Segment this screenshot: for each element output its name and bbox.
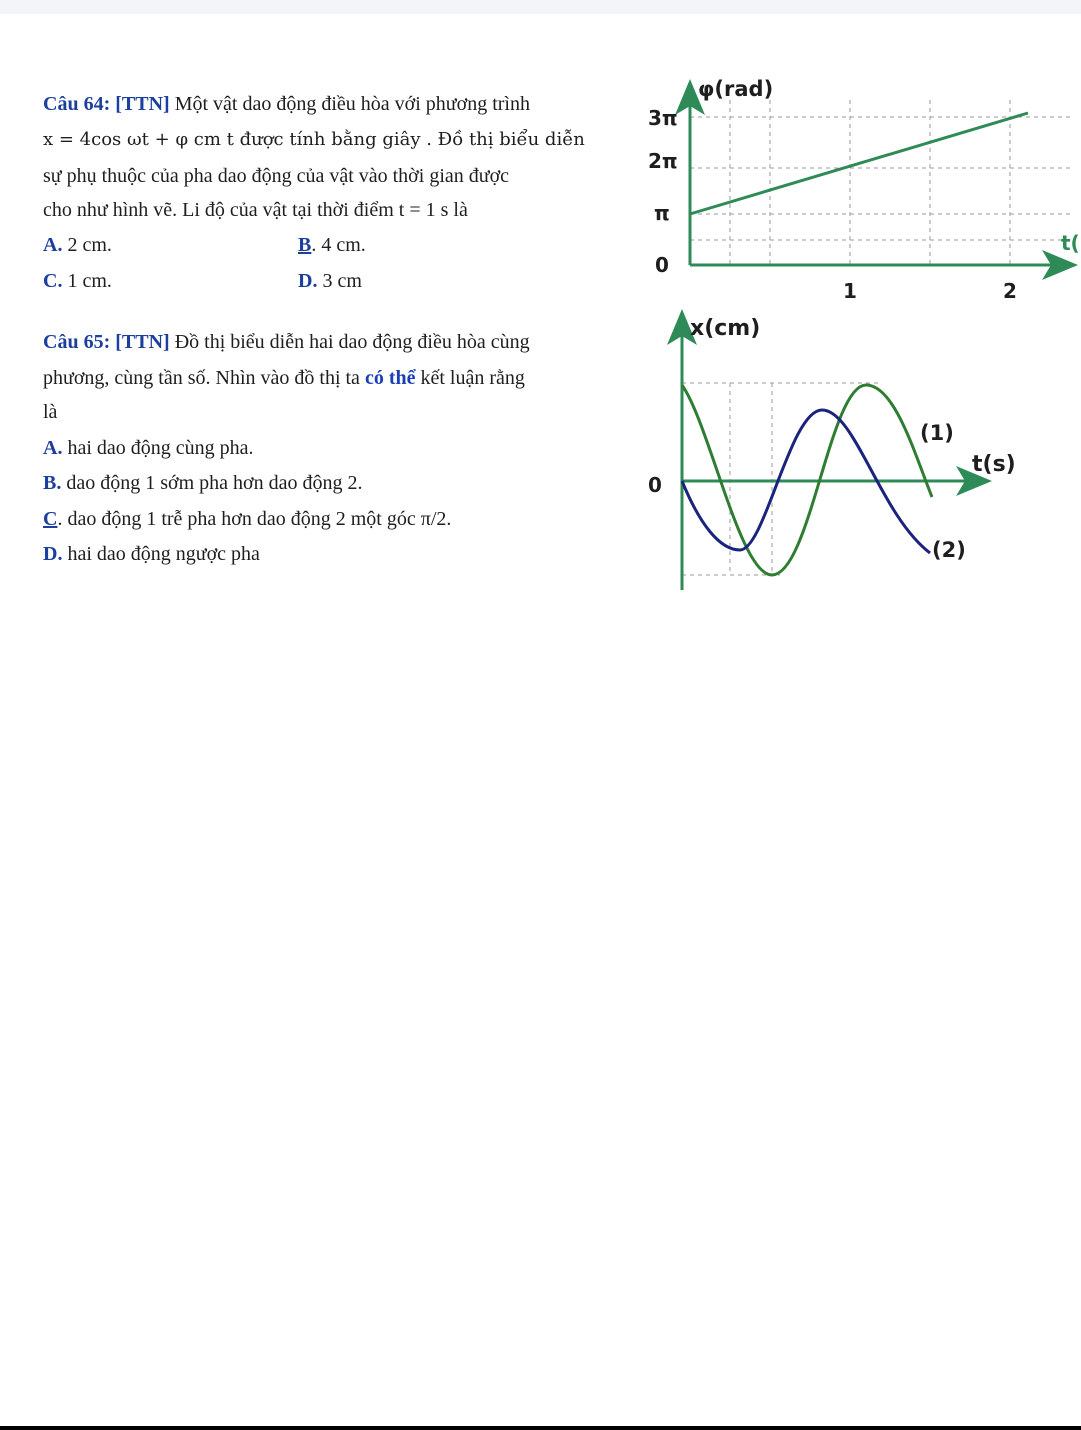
- q64-y-tick-0: 0: [655, 253, 669, 277]
- q65-option-c-text: . dao động 1 trễ pha hơn dao động 2 một góc π/2.: [57, 508, 452, 530]
- q65-highlight: có thể: [364, 367, 416, 389]
- top-bar: [0, 0, 1081, 14]
- q64-y-label: φ(rad): [698, 77, 774, 101]
- q64-grid: [690, 100, 1070, 265]
- q65-oscillation-graph: [640, 305, 1040, 595]
- bottom-bar: [0, 1426, 1081, 1430]
- q64-y-tick-2pi: 2π: [648, 149, 678, 173]
- q64-option-a-letter: A.: [43, 234, 63, 256]
- q65-text-2a: phương, cùng tần số. Nhìn vào đồ thị ta: [43, 367, 365, 389]
- q64-tag: [TTN]: [115, 93, 170, 115]
- q64-y-tick-3pi: 3π: [648, 106, 678, 130]
- q65-origin: 0: [648, 473, 662, 497]
- q65-curve-2-label: (2): [932, 538, 966, 562]
- q64-line-3: sự phụ thuộc của pha dao động của vật vào thời gian được: [43, 165, 510, 187]
- q64-option-b-text: . 4 cm.: [311, 234, 366, 256]
- q64-option-c[interactable]: [43, 269, 112, 293]
- q64-option-d-text: 3 cm: [317, 270, 362, 292]
- q65-line-1: [43, 330, 530, 354]
- q65-text-1: Đồ thị biểu diễn hai dao động điều hòa cùng: [174, 331, 530, 353]
- q64-x-tick-1: 1: [843, 279, 857, 303]
- q64-line-2: x = 4cos ωt + φ cm t được tính bằng giây . Đồ thị biểu diễn: [43, 129, 585, 150]
- q64-option-c-letter: C.: [43, 270, 63, 292]
- q65-option-c-letter: C: [43, 508, 58, 530]
- q64-number: Câu 64:: [43, 93, 111, 115]
- q65-option-d-letter: D.: [43, 543, 63, 565]
- q65-option-b[interactable]: [43, 471, 362, 495]
- q65-option-d[interactable]: [43, 542, 260, 566]
- q64-option-a-text: 2 cm.: [62, 234, 112, 256]
- q64-option-b-letter: B: [298, 234, 312, 256]
- q65-number: Câu 65:: [43, 331, 111, 353]
- q64-y-tick-pi: π: [654, 201, 670, 225]
- q65-option-a-text: hai dao động cùng pha.: [62, 437, 254, 459]
- q65-option-d-text: hai dao động ngược pha: [62, 543, 260, 565]
- q65-option-c[interactable]: [43, 507, 451, 531]
- q65-curve-1-label: (1): [920, 421, 954, 445]
- q64-option-d-letter: D.: [298, 270, 318, 292]
- q65-grid: [682, 383, 880, 575]
- q65-option-a-letter: A.: [43, 437, 63, 459]
- q65-option-b-letter: B.: [43, 472, 62, 494]
- q64-line-4: cho như hình vẽ. Li độ của vật tại thời điểm t = 1 s là: [43, 199, 468, 221]
- q65-line-3: là: [43, 401, 58, 423]
- q65-line-2: [43, 366, 525, 390]
- q64-x-label: t(: [1061, 231, 1080, 255]
- q64-option-c-text: 1 cm.: [62, 270, 112, 292]
- q65-y-label: x(cm): [690, 316, 761, 341]
- q65-tag: [TTN]: [115, 331, 170, 353]
- q65-text-2b: kết luận rằng: [415, 367, 525, 389]
- q65-x-label: t(s): [972, 452, 1016, 477]
- q65-option-b-text: dao động 1 sớm pha hơn dao động 2.: [61, 472, 363, 494]
- q64-option-a[interactable]: [43, 233, 112, 257]
- q64-text-1: Một vật dao động điều hòa với phương trình: [174, 93, 530, 115]
- q64-option-b[interactable]: [298, 233, 366, 257]
- q64-x-tick-2: 2: [1003, 279, 1017, 303]
- q65-option-a[interactable]: [43, 436, 254, 460]
- q64-phase-graph: [640, 70, 1081, 310]
- q64-option-d[interactable]: [298, 269, 362, 293]
- q64-phase-line: [690, 113, 1028, 214]
- q64-line-1: [43, 92, 530, 116]
